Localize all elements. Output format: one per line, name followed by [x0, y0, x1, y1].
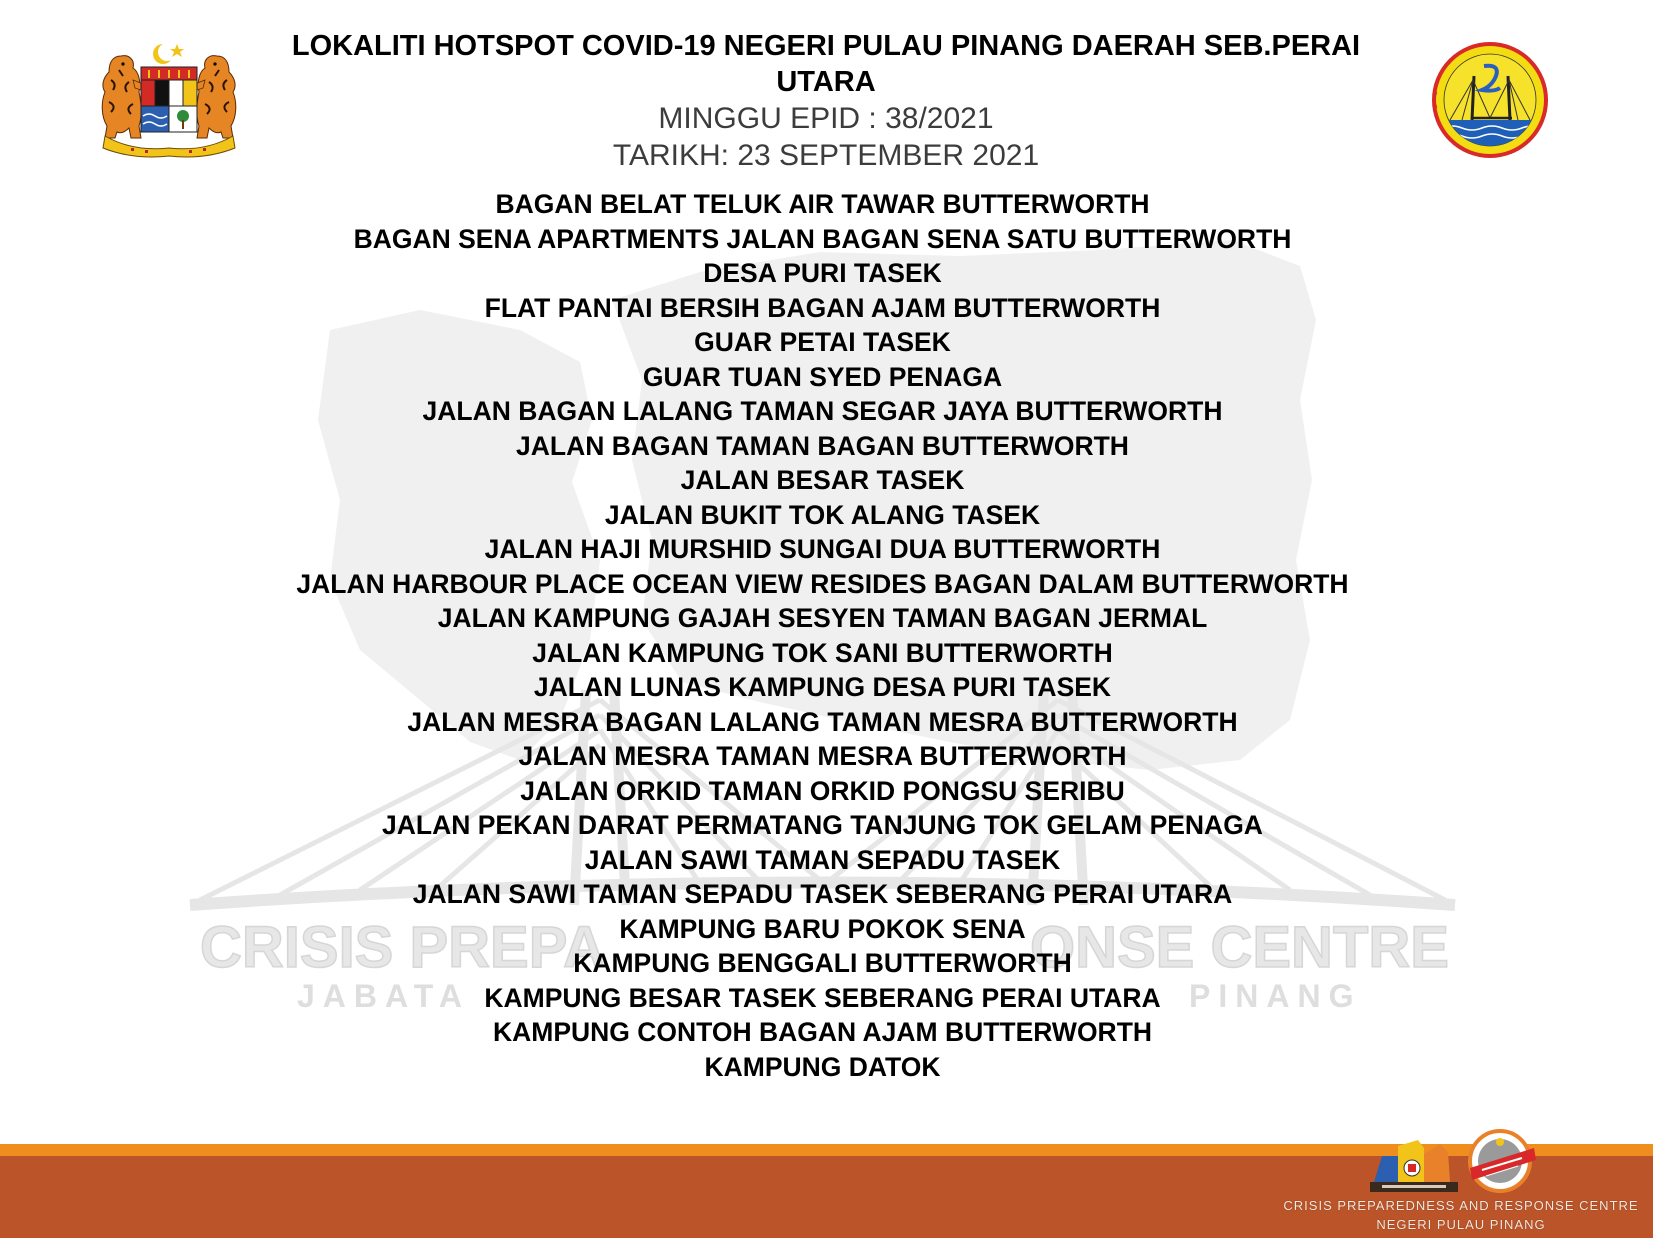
list-item: JALAN BAGAN TAMAN BAGAN BUTTERWORTH — [516, 430, 1129, 461]
list-item: KAMPUNG DATOK — [704, 1051, 941, 1082]
list-item: KAMPUNG BENGGALI BUTTERWORTH — [573, 948, 1072, 978]
list-item: JALAN SAWI TAMAN SEPADU TASEK SEBERANG PERAI UTARA — [412, 879, 1233, 909]
list-item: JALAN MESRA BAGAN LALANG TAMAN MESRA BUTTERWORTH — [407, 706, 1238, 737]
shield — [141, 67, 197, 132]
watermark-line1-left: CRISIS PREPA — [200, 915, 606, 980]
list-item: JALAN MESRA TAMAN MESRA BUTTERWORTH — [518, 741, 1127, 771]
list-item: GUAR PETAI TASEK — [694, 327, 951, 357]
page-title-line1: LOKALITI HOTSPOT COVID-19 NEGERI PULAU PINANG DAERAH SEB.PERAI — [291, 30, 1361, 62]
page-title-line2: UTARA — [776, 66, 876, 98]
list-item: JALAN SAWI TAMAN SEPADU TASEK — [584, 844, 1061, 875]
list-item: JALAN LUNAS KAMPUNG DESA PURI TASEK — [533, 672, 1112, 702]
list-item: JALAN KAMPUNG TOK SANI BUTTERWORTH — [532, 637, 1113, 668]
penang-covid-emblem-icon — [1466, 1128, 1538, 1194]
header — [260, 28, 1392, 174]
list-item: KAMPUNG CONTOH BAGAN AJAM BUTTERWORTH — [492, 1017, 1153, 1047]
locality-list — [0, 187, 1645, 1084]
left-tiger — [102, 56, 143, 138]
state-health-emblem-icon — [1428, 40, 1552, 160]
footer-org-line1: CRISIS PREPAREDNESS AND RESPONSE CENTRE — [1283, 1198, 1639, 1213]
list-item: JALAN BESAR TASEK — [680, 465, 965, 495]
report-date: TARIKH: 23 SEPTEMBER 2021 — [612, 139, 1040, 172]
list-item: BAGAN BELAT TELUK AIR TAWAR BUTTERWORTH — [495, 189, 1150, 219]
watermark-line2-left: JABATA — [297, 978, 471, 1014]
list-item: JALAN PEKAN DARAT PERMATANG TANJUNG TOK GELAM PENAGA — [382, 810, 1263, 840]
watermark-line1-right: ONSE CENTRE — [1030, 915, 1449, 980]
footer-org-line2: NEGERI PULAU PINANG — [1376, 1217, 1546, 1232]
list-item: JALAN BUKIT TOK ALANG TASEK — [604, 499, 1041, 530]
list-item: GUAR TUAN SYED PENAGA — [642, 361, 1003, 392]
malaysia-coat-of-arms-icon — [93, 40, 245, 160]
cprc-building-icon — [1368, 1134, 1460, 1194]
right-tiger — [195, 56, 236, 138]
list-item: DESA PURI TASEK — [703, 258, 942, 288]
footer-org — [1280, 1196, 1642, 1234]
list-item: FLAT PANTAI BERSIH BAGAN AJAM BUTTERWORTH — [484, 292, 1161, 323]
list-item: KAMPUNG BARU POKOK SENA — [619, 913, 1026, 944]
list-item: JALAN HARBOUR PLACE OCEAN VIEW RESIDES BAGAN DALAM BUTTERWORTH — [296, 568, 1349, 599]
list-item: KAMPUNG BESAR TASEK SEBERANG PERAI UTARA — [484, 982, 1161, 1013]
list-item: JALAN KAMPUNG GAJAH SESYEN TAMAN BAGAN JERMAL — [437, 603, 1208, 633]
ribbon — [103, 136, 235, 157]
list-item: JALAN ORKID TAMAN ORKID PONGSU SERIBU — [520, 775, 1125, 806]
list-item: BAGAN SENA APARTMENTS JALAN BAGAN SENA SATU BUTTERWORTH — [353, 223, 1292, 254]
watermark-line2-right: PINANG — [1189, 978, 1362, 1014]
epid-week: MINGGU EPID : 38/2021 — [658, 102, 994, 135]
list-item: JALAN BAGAN LALANG TAMAN SEGAR JAYA BUTTERWORTH — [422, 396, 1223, 426]
list-item: JALAN HAJI MURSHID SUNGAI DUA BUTTERWORTH — [484, 534, 1161, 564]
